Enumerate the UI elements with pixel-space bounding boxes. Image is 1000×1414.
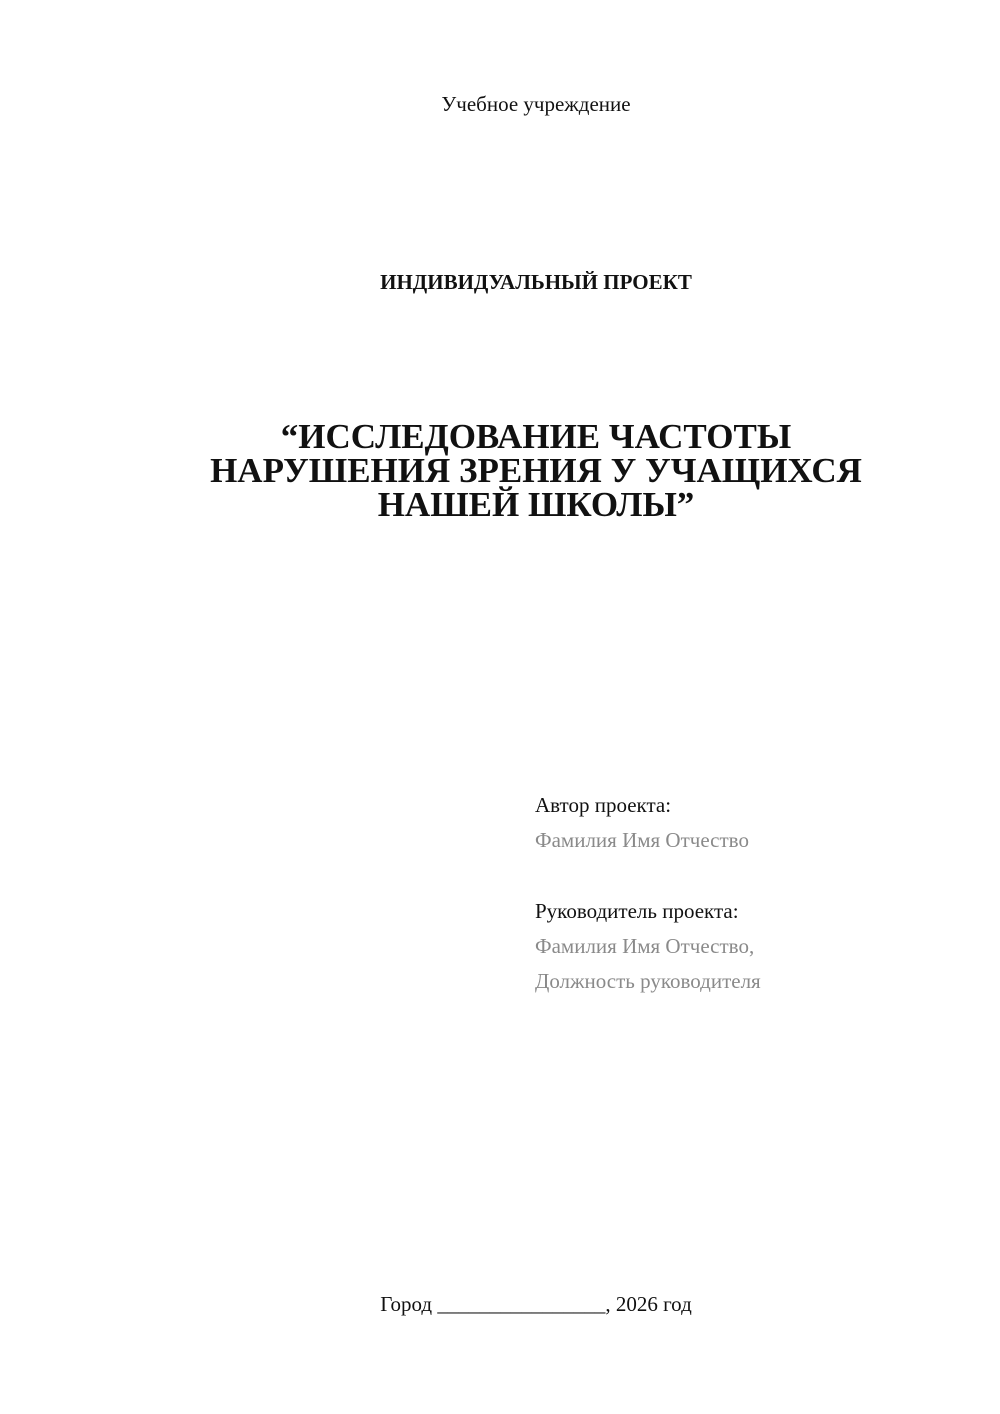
author-name: Фамилия Имя Отчество	[535, 828, 749, 852]
institution-name: Учебное учреждение	[441, 92, 631, 116]
project-title	[0, 417, 1000, 524]
supervisor-position: Должность руководителя	[535, 969, 761, 993]
supervisor-name: Фамилия Имя Отчество,	[535, 934, 755, 958]
project-title-line: “ИССЛЕДОВАНИЕ ЧАСТОТЫ	[280, 417, 792, 456]
credits-block	[535, 788, 761, 999]
city-year: Город ________________, 2026 год	[380, 1292, 692, 1316]
author-label: Автор проекта:	[535, 793, 672, 817]
project-title-line: НАШЕЙ ШКОЛЫ”	[377, 485, 695, 524]
credits-spacer	[535, 858, 761, 894]
supervisor-label: Руководитель проекта:	[535, 899, 739, 923]
document-type: ИНДИВИДУАЛЬНЫЙ ПРОЕКТ	[380, 270, 692, 294]
project-title-line: НАРУШЕНИЯ ЗРЕНИЯ У УЧАЩИХСЯ	[210, 451, 862, 490]
